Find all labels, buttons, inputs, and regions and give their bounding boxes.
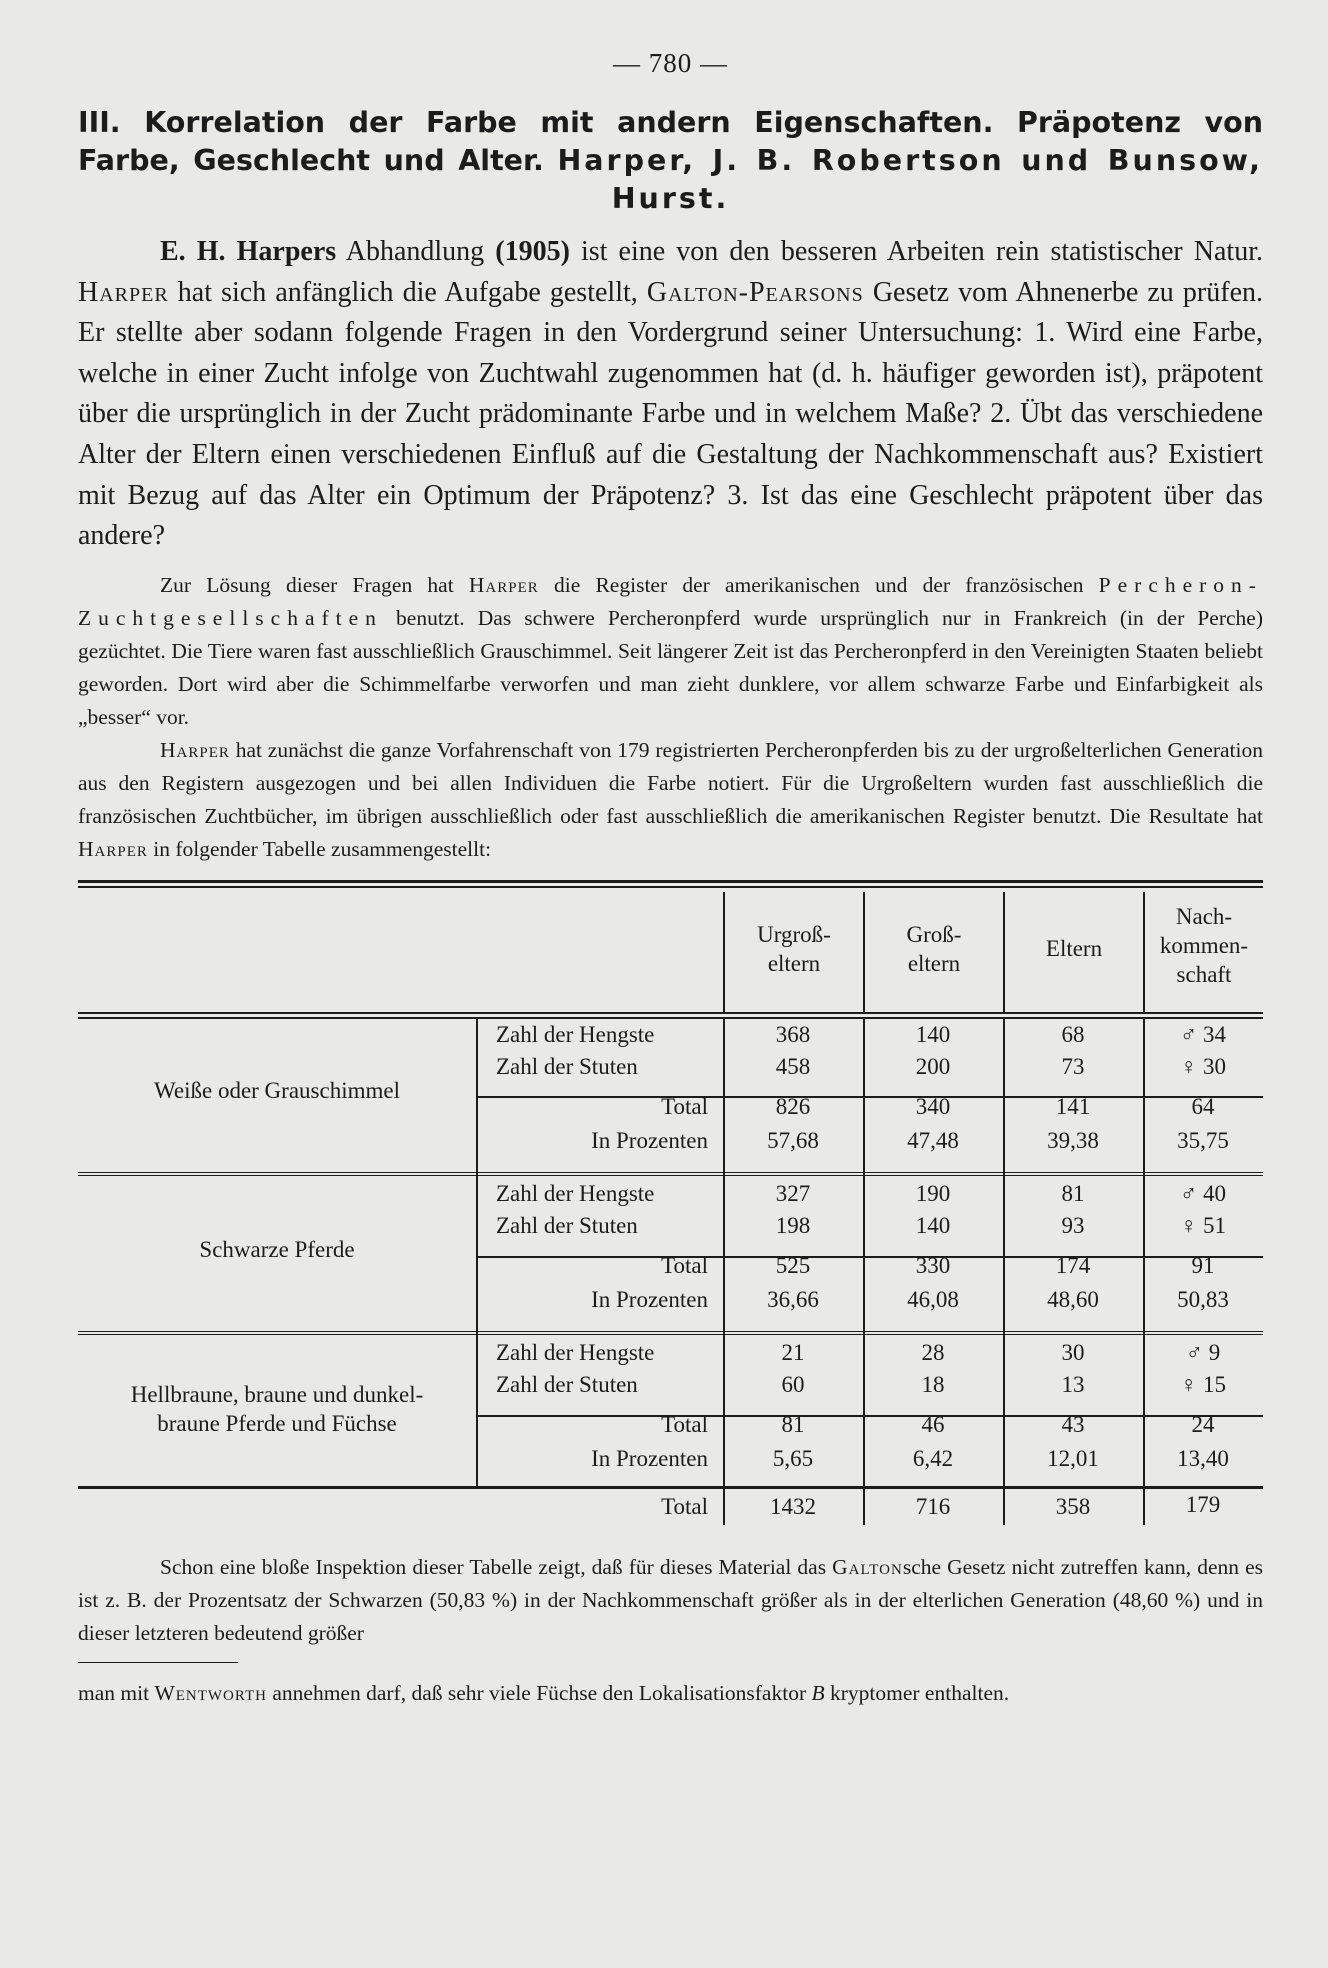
row-label-total: Total [661, 1411, 708, 1437]
row-label-prozent: In Prozenten [591, 1127, 708, 1153]
row-label-total: Total [661, 1093, 708, 1119]
heading-authors: Harper, J. B. Robertson und Bunsow, Hurst. [557, 144, 1263, 215]
header-rule [78, 1012, 1263, 1014]
table-cell: 18 [921, 1371, 945, 1397]
g2-end-rule [78, 1331, 1263, 1335]
table-cell: 50,83 [1177, 1286, 1229, 1312]
header-nachkommenschaft-l2: kommen- [1159, 932, 1249, 958]
p3-harper-2: Harper [78, 836, 148, 861]
row-label-prozent: In Prozenten [591, 1286, 708, 1312]
table-cell: 93 [1061, 1212, 1085, 1238]
g3-end-rule [78, 1486, 1263, 1489]
header-eltern [1005, 934, 1143, 963]
intro-text-1: Abhandlung [336, 236, 496, 267]
body-rule-3 [1003, 1019, 1005, 1525]
after-text-1: Schon eine bloße Inspektion dieser Tabelle zeigt, daß für dieses Material das [160, 1554, 833, 1579]
header-grosseltern-l2: eltern [907, 950, 961, 976]
table-cell: 64 [1191, 1093, 1215, 1119]
table-cell: 330 [915, 1252, 951, 1278]
table-cell: 57,68 [767, 1127, 819, 1153]
table-cell: 12,01 [1047, 1445, 1099, 1471]
body-rule-4 [1143, 1019, 1145, 1525]
intro-text-4: Gesetz vom Ahnenerbe zu prüfen. Er stellte aber sodann folgende Fragen in den Vordergrund seiner Untersuchung: 1. Wird eine Farbe, welche in einer Zucht infolge von Zuchtwahl zugenommen hat (d. h. häufiger geworden ist), präpotent über die ursprünglich in der Zucht prädominante Farbe und in welchem Maße? 2. Übt das verschiedene Alter der Eltern einen verschiedenen Einfluß auf die Gestaltung der Nachkommenschaft aus? Existiert mit Bezug auf das Alter ein Optimum der Präpotenz? 3. Ist das eine Geschlecht präpotent über das andere? [78, 276, 1263, 552]
table-cell: 327 [775, 1180, 811, 1206]
grand-total-c1: 1432 [770, 1493, 816, 1519]
table-cell: 30 [1061, 1339, 1085, 1365]
table-cell: ♂ 34 [1180, 1021, 1226, 1047]
footnote [78, 1677, 1263, 1710]
table-cell: 81 [1061, 1180, 1085, 1206]
intro-harper: Harper [78, 276, 169, 308]
header-eltern-l1: Eltern [1045, 935, 1103, 961]
row-label-stuten: Zahl der Stuten [496, 1053, 638, 1079]
table-cell: 39,38 [1047, 1127, 1099, 1153]
table-cell: 13,40 [1177, 1445, 1229, 1471]
p2-harper: Harper [468, 572, 539, 597]
paragraph-inspection [78, 1551, 1263, 1650]
intro-author: E. H. Harpers [160, 236, 337, 267]
after-galton: Galton [832, 1554, 903, 1579]
intro-text-3: hat sich anfänglich die Aufgabe gestellt, [168, 276, 647, 308]
table-cell: ♀ 15 [1180, 1371, 1226, 1397]
table-cell: 43 [1061, 1411, 1085, 1437]
group-name-line: Schwarze Pferde [199, 1236, 355, 1262]
paragraph-percheron [78, 569, 1263, 734]
table-cell: ♂ 40 [1180, 1180, 1226, 1206]
table-cell: 458 [775, 1053, 811, 1079]
p2-text-1: Zur Lösung dieser Fragen hat [160, 572, 469, 597]
header-urgrosseltern [725, 920, 863, 978]
table-cell: ♂ 9 [1185, 1339, 1221, 1365]
header-rule-2 [78, 1017, 1263, 1019]
book-page [78, 48, 1263, 1710]
table-cell: 174 [1055, 1252, 1091, 1278]
footnote-rule [78, 1662, 238, 1663]
table-cell: 13 [1061, 1371, 1085, 1397]
table-cell: 47,48 [907, 1127, 959, 1153]
table-top-rule [78, 880, 1263, 883]
p2-spaced: Percheron-Zuchtgesellschaften [78, 572, 1263, 630]
table-cell: 525 [775, 1252, 811, 1278]
table-cell: 368 [775, 1021, 811, 1047]
body-rule-1 [723, 1019, 725, 1525]
table-cell: 46,08 [907, 1286, 959, 1312]
row-label-hengste: Zahl der Hengste [496, 1021, 655, 1047]
table-cell: 60 [781, 1371, 805, 1397]
footnote-factor-b: B [811, 1680, 825, 1705]
table-cell: 68 [1061, 1021, 1085, 1047]
p3-text-1: hat zunächst die ganze Vorfahrenschaft von 179 registrierten Percheronpferden bis zu der urgroßelterlichen Generation aus den Registern ausgezogen und bei allen Individuen die Farbe notiert. Für die Urgroßeltern wurden fast ausschließlich die französischen Zuchtbücher, im übrigen ausschließlich oder fast ausschließlich die amerikanischen Register benutzt. Die Resultate hat [78, 737, 1263, 828]
table-cell: 24 [1191, 1411, 1215, 1437]
table-top-rule-2 [78, 886, 1263, 888]
table-cell: 140 [915, 1212, 951, 1238]
table-cell: 190 [915, 1180, 951, 1206]
section-heading [78, 104, 1263, 218]
grand-total-c3: 358 [1055, 1493, 1091, 1519]
table-cell: 81 [781, 1411, 805, 1437]
group-name-line: Hellbraune, braune und dunkel- [130, 1381, 424, 1407]
heading-title: III. Korrelation der Farbe mit andern Eigenschaften. Präpotenz von Farbe, Geschlecht und Alter. [78, 106, 1263, 177]
row-label-hengste: Zahl der Hengste [496, 1180, 655, 1206]
header-nachkommenschaft [1145, 902, 1263, 989]
header-grosseltern-l1: Groß- [906, 921, 962, 947]
table-cell: ♀ 51 [1180, 1212, 1226, 1238]
body-rule-2 [863, 1019, 865, 1525]
p3-harper-1: Harper [160, 737, 230, 762]
footnote-wentworth: Wentworth [154, 1680, 267, 1705]
table-cell: 340 [915, 1093, 951, 1119]
table-cell: 28 [921, 1339, 945, 1365]
table-cell: 6,42 [912, 1445, 954, 1471]
header-urgrosseltern-l1: Urgroß- [757, 921, 831, 947]
row-label-prozent: In Prozenten [591, 1445, 708, 1471]
table-cell: 21 [781, 1339, 805, 1365]
grand-total-c2: 716 [915, 1493, 951, 1519]
table-cell: 141 [1055, 1093, 1091, 1119]
paragraph-method [78, 734, 1263, 866]
grand-total-label: Total [661, 1493, 708, 1519]
header-nachkommenschaft-l1: Nach- [1175, 903, 1233, 929]
table-cell: 46 [921, 1411, 945, 1437]
after-text-2: sche Gesetz nicht zutreffen kann, denn es ist z. B. der Prozentsatz der Schwarzen (50,83 %) in der Nachkommenschaft größer als in der elterlichen Generation (48,60 %) und in dieser letzteren bedeutend größer [78, 1554, 1263, 1645]
intro-text-2: ist eine von den besseren Arbeiten rein statistischer Natur. [569, 236, 1263, 267]
row-label-stuten: Zahl der Stuten [496, 1371, 638, 1397]
footnote-text-1: man mit [78, 1680, 155, 1705]
g1-end-rule [78, 1172, 1263, 1176]
row-label-hengste: Zahl der Hengste [496, 1339, 655, 1365]
table-cell: 91 [1191, 1252, 1215, 1278]
table-cell: 36,66 [767, 1286, 819, 1312]
page-number: — 780 — [613, 48, 728, 78]
footnote-text-2: annehmen darf, daß sehr viele Füchse den Lokalisationsfaktor [266, 1680, 812, 1705]
group-name-line: braune Pferde und Füchse [157, 1410, 397, 1436]
row-label-total: Total [661, 1252, 708, 1278]
group-name [78, 1235, 476, 1264]
grand-total-c4: 179 [1185, 1491, 1221, 1517]
intro-galton: Galton-Pearsons [646, 276, 864, 308]
intro-year: (1905) [495, 236, 570, 267]
intro-paragraph [78, 232, 1263, 557]
table-cell: 198 [775, 1212, 811, 1238]
p2-text-2: die Register der amerikanischen und der französischen [538, 572, 1099, 597]
group-name [78, 1076, 476, 1105]
table-cell: 140 [915, 1021, 951, 1047]
color-table [78, 880, 1263, 1525]
footnote-text-3: kryptomer enthalten. [824, 1680, 1010, 1705]
table-cell: 35,75 [1177, 1127, 1229, 1153]
table-cell: 5,65 [772, 1445, 814, 1471]
group-name [78, 1380, 476, 1438]
group-name-line: Weiße oder Grauschimmel [154, 1077, 400, 1103]
header-urgrosseltern-l2: eltern [767, 950, 821, 976]
table-cell: 48,60 [1047, 1286, 1099, 1312]
table-cell: 200 [915, 1053, 951, 1079]
header-nachkommenschaft-l3: schaft [1176, 961, 1232, 987]
table-cell: 826 [775, 1093, 811, 1119]
table-cell: 73 [1061, 1053, 1085, 1079]
p2-text-3: benutzt. Das schwere Percheronpferd wurde ursprünglich nur in Frankreich (in der Perche) gezüchtet. Die Tiere waren fast ausschließlich Grauschimmel. Seit längerer Zeit ist das Percheronpferd in den Vereinigten Staaten beliebt geworden. Dort wird aber die Schimmelfarbe verworfen und man zieht dunklere, vor allem schwarze Farbe und Einfarbigkeit als „besser“ vor. [78, 605, 1263, 729]
table-cell: ♀ 30 [1180, 1053, 1226, 1079]
p3-text-2: in folgender Tabelle zusammengestellt: [147, 836, 492, 861]
row-label-stuten: Zahl der Stuten [496, 1212, 638, 1238]
header-grosseltern [865, 920, 1003, 978]
